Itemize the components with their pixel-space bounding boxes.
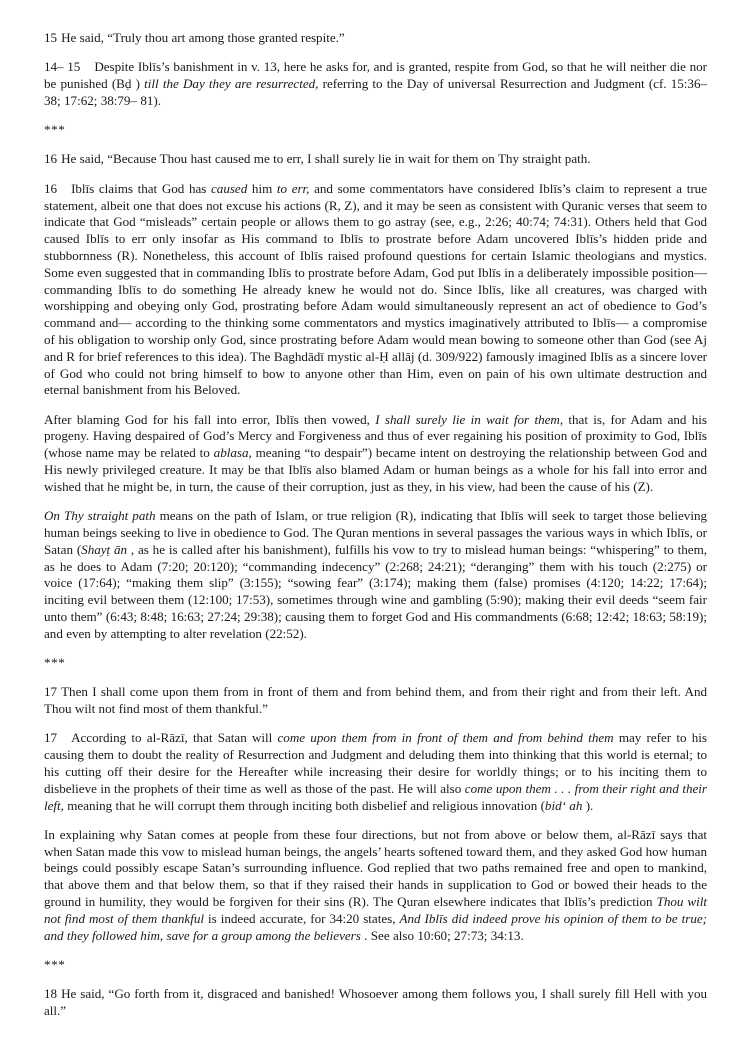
- emphasis-text: bidʻ ah: [544, 797, 583, 813]
- emphasis-text: Thou wilt not find most of them thankful: [44, 894, 707, 926]
- section-separator-1: ***: [44, 122, 66, 138]
- body-text: Iblīs claims that God has: [71, 180, 212, 196]
- body-text: According to al-Rāzī, that Satan will: [71, 730, 278, 746]
- verse-number: 16: [44, 151, 58, 167]
- emphasis-text: till the Day they are resurrected,: [144, 76, 319, 92]
- emphasis-text: come upon them . . . from their right and their left,: [44, 780, 707, 813]
- emphasis-text: caused: [211, 180, 248, 196]
- commentary-16-para-2: [44, 412, 707, 496]
- emphasis-text: And Iblīs did indeed prove his opinion of them to be true; and they followed him, save for a group among the believers: [44, 910, 708, 943]
- verse-16: [44, 151, 707, 168]
- verse-18: [44, 986, 707, 1020]
- commentary-verse-number: 16: [44, 180, 58, 196]
- body-text: is indeed accurate, for 34:20 states,: [204, 910, 400, 926]
- verse-17: [44, 684, 707, 718]
- commentary-verse-number: 17: [44, 730, 58, 746]
- body-text: , as he is called after his banishment), fulfills his vow to try to mislead human beings: “whispering” to them, as he does to Adam (7:20; 20:120); “commanding indecency” (2:268; 24:21); “deranging” them with his touch (2:275) or voice (17:64); “making them slip” (3:155); “sowing fear” (3:174); making them (false) promises (4:120; 14:22; 17:64); inciting evil between them (12:100; 17:53), sometimes through wine and gambling (5:90); making their evil deeds “seem fair unto them” (6:43; 8:48; 16:63; 27:24; 29:38); causing them to forget God and His commandments (6:68; 12:42; 18:63; 58:19); and even by attempting to alter revelation (22:52).: [44, 541, 707, 641]
- emphasis-text: On Thy straight path: [44, 508, 156, 524]
- body-text: Then I shall come upon them from in front of them and from behind them, and from their right and from their left. And Thou wilt not find most of them thankful.”: [44, 684, 707, 717]
- body-text: . See also 10:60; 27:73; 34:13.: [360, 927, 524, 943]
- body-text: that is, for Adam and his progeny. Having despaired of God’s Mercy and Forgiveness and thus of ever regaining his position of proximity to God, Iblīs (whose name may be related to: [44, 411, 707, 461]
- emphasis-text: I shall surely lie in wait for them,: [375, 411, 564, 427]
- body-text: meaning that he will corrupt them through inciting both disbelief and religious innovation (: [63, 797, 545, 813]
- page-text-column: [44, 30, 707, 1032]
- commentary-17-para-2: [44, 827, 707, 945]
- commentary-16-para-3: [44, 508, 707, 642]
- body-text: may refer to his causing them to doubt the reality of Resurrection and Judgment and deluding them into thinking that this world is eternal; to his cutting off their desire for the Hereafter while increasing their desire for worldly things; or to his inciting them to disbelieve in the prophets of their time as well as those of the past. He will also: [44, 730, 708, 796]
- body-text: him: [247, 180, 277, 196]
- commentary-16: [44, 181, 707, 399]
- emphasis-text: ablasa,: [213, 445, 252, 461]
- body-text: referring to the Day of universal Resurrection and Judgment (cf. 15:36– 38; 17:62; 38:79– 81).: [44, 76, 707, 108]
- body-text: After blaming God for his fall into error, Iblīs then vowed,: [44, 411, 376, 427]
- body-text: In explaining why Satan comes at people from these four directions, but not from above or below them, al-Rāzī says that when Satan made this vow to mislead human beings, the angels’ hearts softened toward them, and they asked God how human beings could possibly escape Satan’s surrounding influence. God replied that two paths remained free and open to mankind, that above them and that below them, so that if they raised their hands in supplication to God or bowed their heads to the ground in humility, they would be forgiven for their sins (R). The Quran elsewhere indicates that Iblīs’s prediction: [44, 826, 707, 910]
- emphasis-text: come upon them from in front of them and from behind them: [277, 730, 614, 746]
- commentary-14-15: [44, 59, 707, 109]
- emphasis-text: to err,: [276, 180, 310, 196]
- body-text: He said, “Go forth from it, disgraced and banished! Whosoever among them follows you, I shall surely fill Hell with you all.”: [44, 986, 707, 1019]
- body-text: ).: [582, 797, 594, 813]
- verse-number: 17: [44, 684, 58, 700]
- body-text: He said, “Because Thou hast caused me to err, I shall surely lie in wait for them on Thy straight path.: [61, 151, 591, 167]
- commentary-17: [44, 730, 707, 814]
- body-text: means on the path of Islam, or true religion (R), indicating that Iblīs will seek to target those believing human beings seeking to live in obedience to God. The Quran mentions in several passages the various ways in which Iblīs, or Satan (: [44, 508, 707, 557]
- emphasis-text: Shayṭ ān: [81, 541, 128, 557]
- body-text: and some commentators have considered Iblīs’s claim to represent a true statement, albeit one that does not excuse his actions (R, Z), and it may be seen as consistent with Quranic verses that seem to indicate that God “misleads” certain people or allows them to go astray (see, e.g., 2:26; 40:74; 74:31). Others held that God caused Iblīs to err only insofar as His command to Iblīs to prostrate before Adam uncovered Iblīs’s hidden pride and stubbornness (R). Nonetheless, this account of Iblīs raised profound questions for certain Islamic theologians and mystics. Some even suggested that in commanding Iblīs to prostrate before Adam, God put Iblīs in a deliberately impossible position— commanding Iblīs to do something He already knew he would not do. Since Iblīs, like all creatures, was charged with worshipping and obeying only God, prostrating before Adam would simultaneously represent an act of obedience to God’s command and— according to the thinking some commentators and mystics imaginatively attributed to Iblīs— a compromise of his obligation to worship only God, since prostrating before Adam would mean bowing to someone other than God (see Aj and R for brief references to this idea). The Baghdādī mystic al-Ḥ allāj (d. 309/922) famously imagined Iblīs as a sincere lover of God who could not bring himself to bow to anyone other than Him, even on pain of his own ultimate destruction and eternal banishment from his Beloved.: [44, 180, 707, 398]
- body-text: meaning “to despair”) became intent on destroying the relationship between God and His newly privileged creature. It may be that Iblīs also blamed Adam or human beings as a whole for his fall into error and wished that he might be, in turn, the cause of their corruption, just as they, in his view, had been the cause of his (Z).: [44, 445, 707, 494]
- body-text: He said, “Truly thou art among those granted respite.”: [61, 30, 345, 45]
- body-text: Despite Iblīs’s banishment in v. 13, here he asks for, and is granted, respite from God, so that he will neither die nor be punished (Bḍ ): [44, 59, 707, 92]
- commentary-verse-number: 14– 15: [44, 59, 81, 75]
- section-separator-2: ***: [44, 655, 66, 670]
- verse-15: [44, 30, 707, 47]
- verse-number: 15: [44, 30, 58, 45]
- section-separator-3: ***: [44, 956, 66, 972]
- verse-number: 18: [44, 986, 58, 1002]
